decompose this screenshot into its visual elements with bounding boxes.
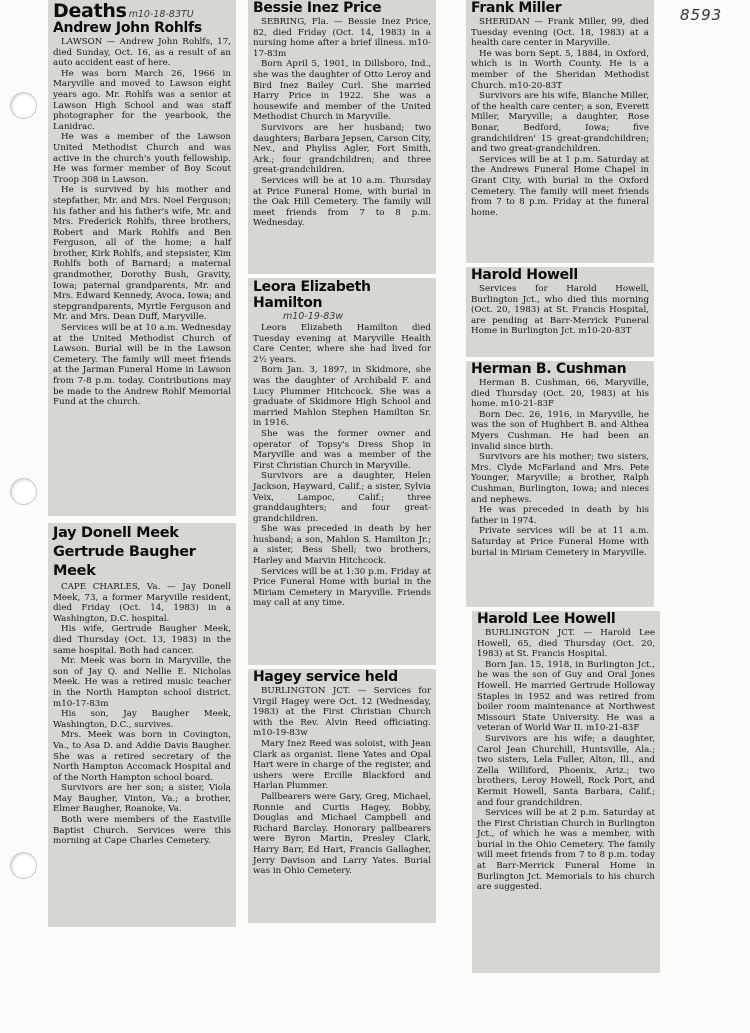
obituary-body bbox=[471, 378, 649, 558]
paragraph: BURLINGTON JCT. — Services for Virgil Hagey were Oct. 12 (Wednesday, 1983) at the First Christian Church with the Rev. Alvin Reed officiating. m10-19-83w bbox=[253, 686, 431, 739]
paragraph: His wife, Gertrude Baugher Meek, died Thursday (Oct. 13, 1983) in the same hospital. Both had cancer. bbox=[53, 624, 231, 656]
paragraph: Survivors are his wife; a daughter, Carol Jean Churchill, Huntsville, Ala.; two sisters, Lela Fuller, Alton, Ill., and Zella Williford, Phoenix, Ariz.; two brothers, Leroy Howell, Rock Port, and Kermit Howell, Santa Barbara, Calif.; and four grandchildren. bbox=[477, 733, 655, 808]
obituary-headline: Herman B. Cushman bbox=[471, 361, 627, 377]
obituary-body bbox=[53, 37, 231, 408]
obituary-miller bbox=[466, 0, 654, 263]
obituary-headline: Leora Elizabeth Hamilton bbox=[253, 279, 371, 311]
obituary-headline: Andrew John Rohlfs bbox=[53, 20, 202, 36]
paragraph: He was a member of the Lawson United Methodist Church and was active in the church's youth fellowship. He was former member of Boy Scout Troop 308 in Lawson. bbox=[53, 132, 231, 185]
paragraph: LAWSON — Andrew John Rohlfs, 17, died Sunday, Oct. 16, as a result of an auto accident east of here. bbox=[53, 37, 231, 69]
handwritten-note: m10-19-83w bbox=[283, 311, 344, 322]
paragraph: CAPE CHARLES, Va. — Jay Donell Meek, 73, a former Maryville resident, died Friday (Oct. 14, 1983) in a Washington, D.C. hospital. bbox=[53, 582, 231, 624]
paragraph: Survivors are his wife, Blanche Miller, of the health care center; a son, Everett Miller, Maryville; a daughter, Rose Bonar, Bedford, Iowa; five grandchildren' 15 great-grandchildren; and two great-grandchildren. bbox=[471, 91, 649, 155]
section-kicker: Deaths bbox=[53, 0, 127, 22]
obituary-headline: Frank Miller bbox=[471, 0, 562, 16]
paragraph: Mrs. Meek was born in Covington, Va., to Asa D. and Addie Davis Baugher. She was a retired secretary of the North Hampton Accomack Hospital and of the North Hampton school board. bbox=[53, 730, 231, 783]
obituary-body bbox=[253, 686, 431, 877]
obituary-body bbox=[253, 17, 431, 229]
paragraph: Born Jan. 15, 1918, in Burlington Jct., he was the son of Guy and Oral Jones Howell. He married Gertrude Holloway Staples in 1952 and was retired from boiler room maintenance at Northwest Missouri State University. He was a veteran of World War II. m10-21-83F bbox=[477, 659, 655, 734]
obituary-headline: Harold Howell bbox=[471, 267, 578, 283]
paragraph: BURLINGTON JCT. — Harold Lee Howell, 65, died Thursday (Oct. 20, 1983) at St. Francis Hospital. bbox=[477, 628, 655, 660]
obituary-body bbox=[253, 323, 431, 609]
paragraph: Private services will be at 11 a.m. Saturday at Price Funeral Home with burial in Miriam Cemetery in Maryville. bbox=[471, 526, 649, 558]
binder-hole-middle bbox=[10, 478, 37, 505]
paragraph: SHERIDAN — Frank Miller, 99, died Tuesday evening (Oct. 18, 1983) at a health care center in Maryville. bbox=[471, 17, 649, 49]
obituary-harold-howell bbox=[466, 267, 654, 357]
paragraph: Survivors are her husband; two daughters; Barbara Jepsen, Carson City, Nev., and Phyliss Agler, Fort Smith, Ark.; four grandchildren; and three great-grandchildren. bbox=[253, 122, 431, 176]
paragraph: She was preceded in death by her husband; a son, Mahlon S. Hamilton Jr.; a sister, Bess Shell; two brothers, Harley and Marvin Hitchcock. bbox=[253, 524, 431, 567]
paragraph: He was born Sept. 5, 1884, in Oxford, which is in Worth County. He is a member of the Sheridan Methodist Church. m10-20-83T bbox=[471, 48, 649, 91]
binder-hole-bottom bbox=[10, 852, 37, 879]
obituary-headline: Jay Donell Meek Gertrude Baugher Meek bbox=[53, 525, 196, 579]
paragraph: He was preceded in death by his father in 1974. bbox=[471, 505, 649, 526]
binder-hole-top bbox=[10, 92, 37, 119]
paragraph: Survivors are a daughter, Helen Jackson, Hayward, Calif.; a sister, Sylvia Veix, Lampoc, Calif.; three granddaughters; and four great-grandchildren. bbox=[253, 471, 431, 524]
paragraph: Survivors are her son; a sister, Viola May Baugher, Vinton, Va.; a brother, Elmer Baugher, Roanoke, Va. bbox=[53, 783, 231, 815]
paragraph: Mr. Meek was born in Maryville, the son of Jay Q. and Nellie E. Nicholas Meek. He was a retired music teacher in the North Hampton school district. m10-17-83m bbox=[53, 656, 231, 709]
obituary-body bbox=[477, 628, 655, 893]
paragraph: He is survived by his mother and stepfather, Mr. and Mrs. Noel Ferguson; his father and his father's wife, Mr. and Mrs. Frederick Rohlfs, three brothers, Robert and Mark Rohlfs and Ben Ferguson, all of the home; a half brother, Kirk Rohlfs, and stepsister, Kim Rohlfs both of Barnard; a maternal grandmother, Dorothy Bush, Gravity, Iowa; paternal grandparents, Mr. and Mrs. Edward Kennedy, Avoca, Iowa; and stepgrandparents, Myrtle Ferguson and Mr. and Mrs. Dean Duff, Maryville. bbox=[53, 185, 231, 323]
paragraph: Born Dec. 26, 1916, in Maryville, he was the son of Hughbert B. and Althea Myers Cushman. He had been an invalid since birth. bbox=[471, 409, 649, 452]
obituary-hamilton bbox=[248, 278, 436, 665]
paragraph: Born April 5, 1901, in Dillsboro, Ind., she was the daughter of Otto Leroy and Bird Inez Bailey Curl. She married Harry Price in 1922. She was a housewife and member of the United Methodist Church in Maryville. bbox=[253, 59, 431, 123]
paragraph: Born Jan. 3, 1897, in Skidmore, she was the daughter of Archibald F. and Lucy Plummer Hitchcock. She was a graduate of Skidmore High School and married Mahlon Stephen Hamilton Sr. in 1916. bbox=[253, 365, 431, 429]
obituary-cushman bbox=[466, 361, 654, 607]
obituary-headline: Bessie Inez Price bbox=[253, 0, 382, 16]
paragraph: Pallbearers were Gary, Greg, Michael, Ronnie and Curtis Hagey, Bobby, Douglas and Michael Campbell and Richard Barclay. Honorary pallbearers were Byron Martin, Presley Clark, Harry Barr, Ed Hart, Francis Gallagher, Jerry Davison and Larry Yates. Burial was in Ohio Cemetery. bbox=[253, 791, 431, 877]
paragraph: His son, Jay Baugher Meek, Washington, D.C., survives. bbox=[53, 709, 231, 730]
paragraph: Herman B. Cushman, 66, Maryville, died Thursday (Oct. 20, 1983) at his home. m10-21-83F bbox=[471, 378, 649, 410]
obituary-headline: Harold Lee Howell bbox=[477, 611, 616, 627]
paragraph: Leora Elizabeth Hamilton died Tuesday evening at Maryville Health Care Center, where she had lived for 2½ years. bbox=[253, 323, 431, 365]
obituary-body bbox=[471, 284, 649, 337]
paragraph: Services for Harold Howell, Burlington Jct., who died this morning (Oct. 20, 1983) at St. Francis Hospital, are pending at Barr-Merrick Funeral Home in Burlington Jct. m10-20-83T bbox=[471, 284, 649, 337]
paragraph: Services will be at 2 p.m. Saturday at the First Christian Church in Burlington Jct., of which he was a member, with burial in the Ohio Cemetery. The family will meet friends from 7 to 8 p.m. today at Barr-Merrick Funeral Home in Burlington Jct. Memorials to his church are suggested. bbox=[477, 808, 655, 893]
obituary-rohlfs bbox=[48, 0, 236, 516]
paragraph: Services will be at 10 a.m. Wednesday at the United Methodist Church of Lawson. Burial will be in the Lawson Cemetery. The family will meet friends at the Jarman Funeral Home in Lawson from 7-8 p.m. today. Contributions may be made to the Andrew Rohlf Memorial Fund at the church. bbox=[53, 323, 231, 408]
obituary-body bbox=[53, 582, 231, 847]
obituary-body bbox=[471, 17, 649, 218]
paragraph: Mary Inez Reed was soloist, with Jean Clark as organist. Ilene Yates and Opal Hart were in charge of the register, and ushers were Ercille Blackford and Harlan Plummer. bbox=[253, 738, 431, 792]
paragraph: Services will be at 1:30 p.m. Friday at Price Funeral Home with burial in the Miriam Cemetery in Maryville. Friends may call at any time. bbox=[253, 566, 431, 609]
paragraph: Both were members of the Eastville Baptist Church. Services were this morning at Cape Charles Cemetery. bbox=[53, 815, 231, 847]
obituary-meek bbox=[48, 523, 236, 927]
paragraph: SEBRING, Fla. — Bessie Inez Price, 82, died Friday (Oct. 14, 1983) in a nursing home after a brief illness. m10-17-83m bbox=[253, 17, 431, 59]
paragraph: She was the former owner and operator of Topsy's Dress Shop in Maryville and was a member of the First Christian Church in Maryville. bbox=[253, 428, 431, 471]
paragraph: Services will be at 1 p.m. Saturday at the Andrews Funeral Home Chapel in Grant City, with burial in the Oxford Cemetery. The family will meet friends from 7 to 8 p.m. Friday at the funeral home. bbox=[471, 154, 649, 218]
obituary-harold-lee-howell bbox=[472, 611, 660, 973]
paragraph: Survivors are his mother; two sisters, Mrs. Clyde McFarland and Mrs. Pete Younger, Maryville; a brother, Ralph Cushman, Burlington, Iowa; and nieces and nephews. bbox=[471, 452, 649, 505]
obituary-price bbox=[248, 0, 436, 274]
handwritten-note: m10-18-83TU bbox=[128, 9, 194, 20]
page-number: 8593 bbox=[680, 6, 723, 24]
paragraph: Services will be at 10 a.m. Thursday at Price Funeral Home, with burial in the Oak Hill Cemetery. The family will meet friends from 7 to 8 p.m. Wednesday. bbox=[253, 175, 431, 229]
notice-hagey bbox=[248, 669, 436, 923]
paragraph: He was born March 26, 1966 in Maryville and moved to Lawson eight years ago. Mr. Rohlfs was a senior at Lawson High School and was staff photographer for the yearbook, the Lanidrac. bbox=[53, 68, 231, 132]
obituary-headline: Hagey service held bbox=[253, 669, 398, 685]
